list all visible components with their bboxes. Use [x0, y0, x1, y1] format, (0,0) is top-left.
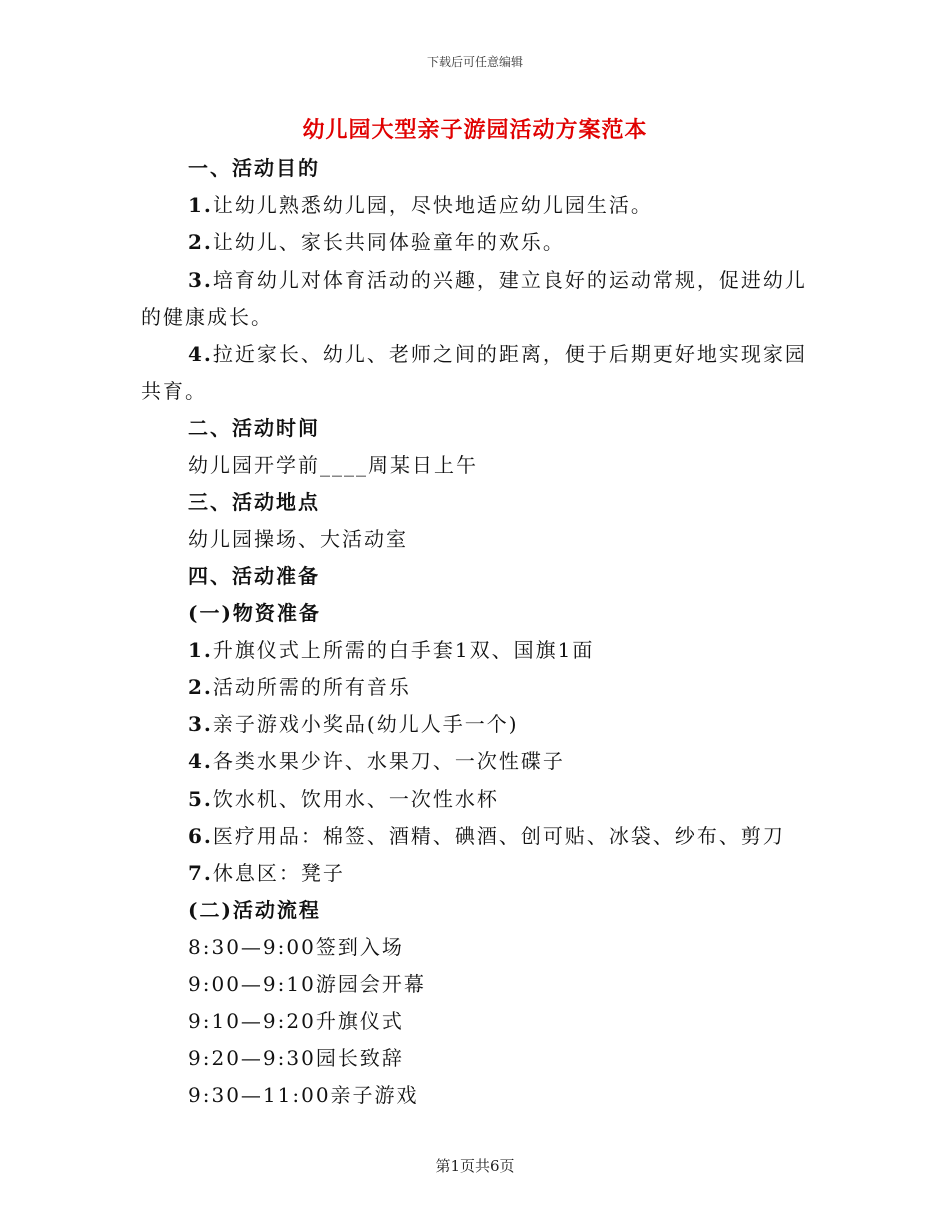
item-number: 3. — [188, 712, 213, 736]
time-text: 幼儿园开学前____周某日上午 — [188, 453, 478, 477]
list-item — [188, 711, 519, 737]
item-number: 4. — [188, 342, 213, 366]
list-item — [188, 786, 499, 812]
item-text: 休息区：凳子 — [212, 861, 345, 885]
item-number: 7. — [188, 861, 213, 885]
list-item-continuation: 的健康成长。 — [141, 305, 273, 329]
list-item — [188, 637, 594, 663]
section-heading-purpose: 一、活动目的 — [188, 156, 320, 180]
item-text: 培育幼儿对体育活动的兴趣，建立良好的运动常规，促进幼儿 — [212, 268, 807, 292]
item-text: 饮水机、饮用水、一次性水杯 — [212, 787, 499, 811]
schedule-item: 9:00—9:10游园会开幕 — [188, 972, 426, 996]
list-item — [188, 823, 785, 849]
item-number: 4. — [188, 749, 213, 773]
schedule-item: 9:10—9:20升旗仪式 — [188, 1009, 404, 1033]
subsection-heading-materials: (一)物资准备 — [188, 601, 321, 625]
page-footer: 第1页共6页 — [435, 1157, 515, 1175]
item-text: 医疗用品：棉签、酒精、碘酒、创可贴、冰袋、纱布、剪刀 — [212, 824, 785, 848]
item-text: 让幼儿、家长共同体验童年的欢乐。 — [212, 230, 565, 254]
section-heading-time: 二、活动时间 — [188, 416, 320, 440]
list-item — [188, 674, 411, 700]
item-text: 让幼儿熟悉幼儿园，尽快地适应幼儿园生活。 — [212, 193, 653, 217]
list-item-continuation: 共育。 — [141, 379, 207, 403]
list-item — [188, 267, 807, 293]
item-number: 3. — [188, 268, 213, 292]
item-text: 亲子游戏小奖品(幼儿人手一个) — [212, 712, 519, 736]
list-item — [188, 229, 565, 255]
section-heading-preparation: 四、活动准备 — [188, 564, 320, 588]
schedule-item: 8:30—9:00签到入场 — [188, 935, 404, 959]
schedule-item: 9:30—11:00亲子游戏 — [188, 1083, 419, 1107]
header-note: 下载后可任意编辑 — [426, 55, 523, 69]
item-number: 2. — [188, 230, 213, 254]
item-number: 6. — [188, 824, 213, 848]
item-text: 各类水果少许、水果刀、一次性碟子 — [212, 749, 565, 773]
schedule-item: 9:20—9:30园长致辞 — [188, 1046, 404, 1070]
item-text: 升旗仪式上所需的白手套1双、国旗1面 — [212, 638, 595, 662]
item-text: 活动所需的所有音乐 — [212, 675, 411, 699]
section-heading-place: 三、活动地点 — [188, 490, 320, 514]
item-text: 拉近家长、幼儿、老师之间的距离，便于后期更好地实现家园 — [212, 342, 807, 366]
item-number: 1. — [188, 193, 213, 217]
subsection-heading-schedule: (二)活动流程 — [188, 898, 321, 922]
place-text: 幼儿园操场、大活动室 — [188, 527, 408, 551]
list-item — [188, 860, 345, 886]
item-number: 1. — [188, 638, 213, 662]
document-title: 幼儿园大型亲子游园活动方案范本 — [302, 117, 648, 143]
list-item — [188, 341, 807, 367]
list-item — [188, 748, 565, 774]
item-number: 2. — [188, 675, 213, 699]
list-item — [188, 192, 653, 218]
item-number: 5. — [188, 787, 213, 811]
